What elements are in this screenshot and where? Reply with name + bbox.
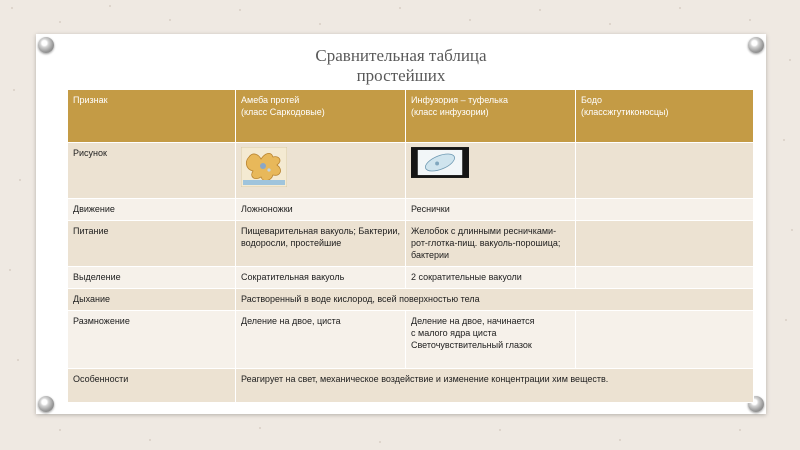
header-ciliate-line2: (класс инфузории) [411, 107, 489, 117]
row-label: Движение [68, 199, 236, 221]
header-amoeba-line1: Амеба протей [241, 95, 300, 105]
header-bodo-line1: Бодо [581, 95, 602, 105]
table-row-features [68, 369, 754, 403]
cell-respiration-all: Растворенный в воде кислород, всей поверхностью тела [236, 289, 754, 311]
ciliate-reproduction-line3: Светочувствительный глазок [411, 340, 532, 350]
slide-title [36, 46, 766, 86]
table-row-excretion [68, 267, 754, 289]
cell-ciliate-excretion: 2 сократительные вакуоли [406, 267, 576, 289]
table-row-nutrition [68, 221, 754, 267]
pin-bottom-left-icon [38, 396, 54, 412]
table-row-movement [68, 199, 754, 221]
cell-bodo-excretion [576, 267, 754, 289]
cell-amoeba-excretion: Сократительная вакуоль [236, 267, 406, 289]
slide-title-line2: простейших [356, 66, 446, 85]
header-bodo-line2: (классжгутиконосцы) [581, 107, 669, 117]
comparison-table [67, 89, 754, 403]
cell-bodo-reproduction [576, 311, 754, 369]
header-feature [68, 90, 236, 143]
table-header-row [68, 90, 754, 143]
paramecium-image-icon [411, 147, 469, 178]
amoeba-image-icon [241, 147, 287, 187]
cell-amoeba-reproduction: Деление на двое, циста [236, 311, 406, 369]
header-amoeba [236, 90, 406, 143]
row-label: Выделение [68, 267, 236, 289]
cell-bodo-nutrition [576, 221, 754, 267]
row-label: Рисунок [68, 143, 236, 199]
cell-bodo-movement [576, 199, 754, 221]
table-row-picture [68, 143, 754, 199]
cell-ciliate-movement: Реснички [406, 199, 576, 221]
header-amoeba-line2: (класс Саркодовые) [241, 107, 325, 117]
row-label: Размножение [68, 311, 236, 369]
table-row-respiration [68, 289, 754, 311]
header-ciliate [406, 90, 576, 143]
cell-amoeba-picture [236, 143, 406, 199]
cell-amoeba-nutrition: Пищеварительная вакуоль; Бактерии, водоросли, простейшие [236, 221, 406, 267]
row-label: Особенности [68, 369, 236, 403]
cell-amoeba-movement: Ложноножки [236, 199, 406, 221]
cell-ciliate-reproduction [406, 311, 576, 369]
cell-ciliate-nutrition: Желобок с длинными ресничками-рот-глотка-пищ. вакуоль-порошица; бактерии [406, 221, 576, 267]
slide-card [36, 34, 766, 414]
header-ciliate-line1: Инфузория – туфелька [411, 95, 509, 105]
slide-title-line1: Сравнительная таблица [315, 46, 487, 65]
row-label: Дыхание [68, 289, 236, 311]
ciliate-reproduction-line1: Деление на двое, начинается [411, 316, 535, 326]
cell-ciliate-picture [406, 143, 576, 199]
cell-features-all: Реагирует на свет, механическое воздействие и изменение концентрации хим веществ. [236, 369, 754, 403]
ciliate-reproduction-line2: с малого ядра циста [411, 328, 497, 338]
row-label: Питание [68, 221, 236, 267]
table-row-reproduction [68, 311, 754, 369]
header-bodo [576, 90, 754, 143]
header-feature-label: Признак [73, 95, 108, 105]
cell-bodo-picture [576, 143, 754, 199]
